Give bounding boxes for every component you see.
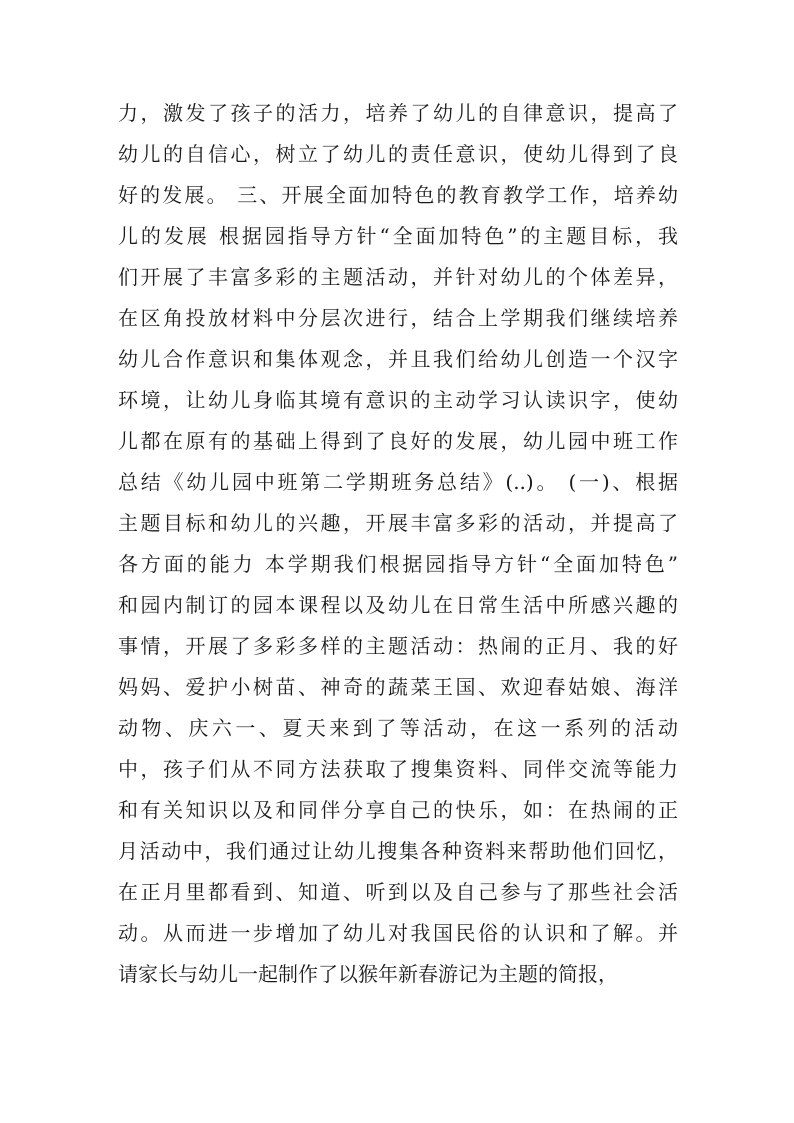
text-line: 和园内制订的园本课程以及幼儿在日常生活中所感兴趣的	[118, 593, 678, 617]
text-line: 儿的发展 根据园指导方针“全面加特色”的主题目标，我	[118, 224, 678, 248]
text-line: 在区角投放材料中分层次进行，结合上学期我们继续培养	[118, 306, 678, 330]
text-line: 儿都在原有的基础上得到了良好的发展，幼儿园中班工作	[118, 429, 678, 453]
text-line: 好的发展。 三、开展全面加特色的教育教学工作，培养幼	[118, 183, 678, 207]
text-line: 和有关知识以及和同伴分享自己的快乐，如：在热闹的正	[118, 798, 678, 822]
text-line: 动。从而进一步增加了幼儿对我国民俗的认识和了解。并	[118, 921, 678, 945]
text-line: 事情，开展了多彩多样的主题活动：热闹的正月、我的好	[118, 634, 678, 658]
text-line: 请家长与幼儿一起制作了以猴年新春游记为主题的简报，	[118, 962, 618, 986]
text-line: 幼儿合作意识和集体观念，并且我们给幼儿创造一个汉字	[118, 347, 678, 371]
text-line: 环境，让幼儿身临其境有意识的主动学习认读识字，使幼	[118, 388, 678, 412]
text-line: 各方面的能力 本学期我们根据园指导方针“全面加特色”	[118, 552, 678, 576]
text-line: 幼儿的自信心，树立了幼儿的责任意识，使幼儿得到了良	[118, 142, 678, 166]
text-line: 中，孩子们从不同方法获取了搜集资料、同伴交流等能力	[118, 757, 678, 781]
text-line: 们开展了丰富多彩的主题活动，并针对幼儿的个体差异，	[118, 265, 678, 289]
body-text	[118, 93, 678, 995]
text-line: 动物、庆六一、夏天来到了等活动，在这一系列的活动	[118, 716, 678, 740]
text-line: 妈妈、爱护小树苗、神奇的蔬菜王国、欢迎春姑娘、海洋	[118, 675, 678, 699]
text-line: 在正月里都看到、知道、听到以及自己参与了那些社会活	[118, 880, 678, 904]
text-line: 力，激发了孩子的活力，培养了幼儿的自律意识，提高了	[118, 101, 678, 125]
text-line: 总结《幼儿园中班第二学期班务总结》(..)。 (一)、根据	[118, 470, 678, 494]
text-line: 月活动中，我们通过让幼儿搜集各种资料来帮助他们回忆，	[118, 839, 678, 863]
text-line: 主题目标和幼儿的兴趣，开展丰富多彩的活动，并提高了	[118, 511, 678, 535]
